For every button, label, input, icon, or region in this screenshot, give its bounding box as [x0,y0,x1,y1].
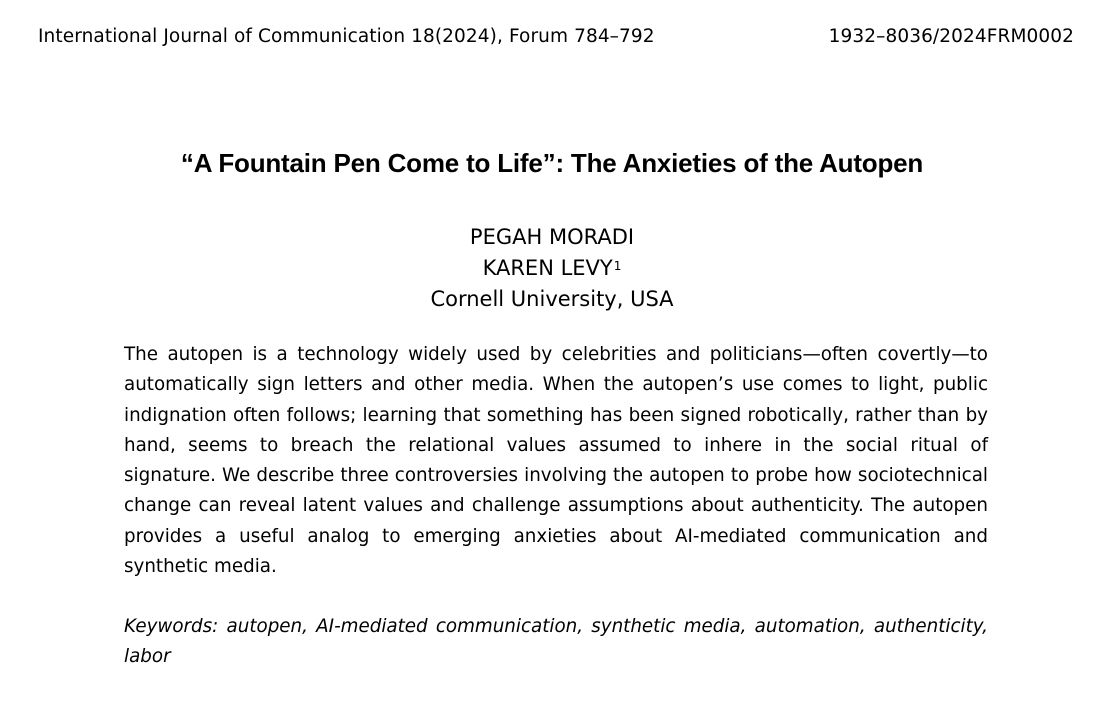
author-1 [0,222,1104,253]
author-name: PEGAH MORADI [469,225,635,249]
journal-citation: International Journal of Communication 18(2024), Forum 784–792 [38,26,655,47]
author-name: KAREN LEVY [482,256,613,280]
running-header [38,26,1074,50]
author-block [0,222,1104,315]
article-identifier: 1932–8036/2024FRM0002 [828,26,1074,47]
article-title: “A Fountain Pen Come to Life”: The Anxieties of the Autopen [180,148,924,178]
abstract: The autopen is a technology widely used by celebrities and politicians—often covertly—to automatically sign letters and other media. When the autopen’s use comes to light, public indignation often follows; learning that something has been signed robotically, rather than by hand, seems to breach the relational values assumed to inhere in the social ritual of signature. We describe three controversies involving the autopen to probe how sociotechnical change can reveal latent values and challenge assumptions about authenticity. The autopen provides a useful analog to emerging anxieties about AI-mediated communication and synthetic media. [124,344,988,578]
affiliation: Cornell University, USA [430,287,674,311]
footnote-marker: 1 [613,259,622,273]
author-2 [0,253,1104,284]
keywords: Keywords: autopen, AI-mediated communication, synthetic media, automation, authenticity, labor [124,616,988,668]
